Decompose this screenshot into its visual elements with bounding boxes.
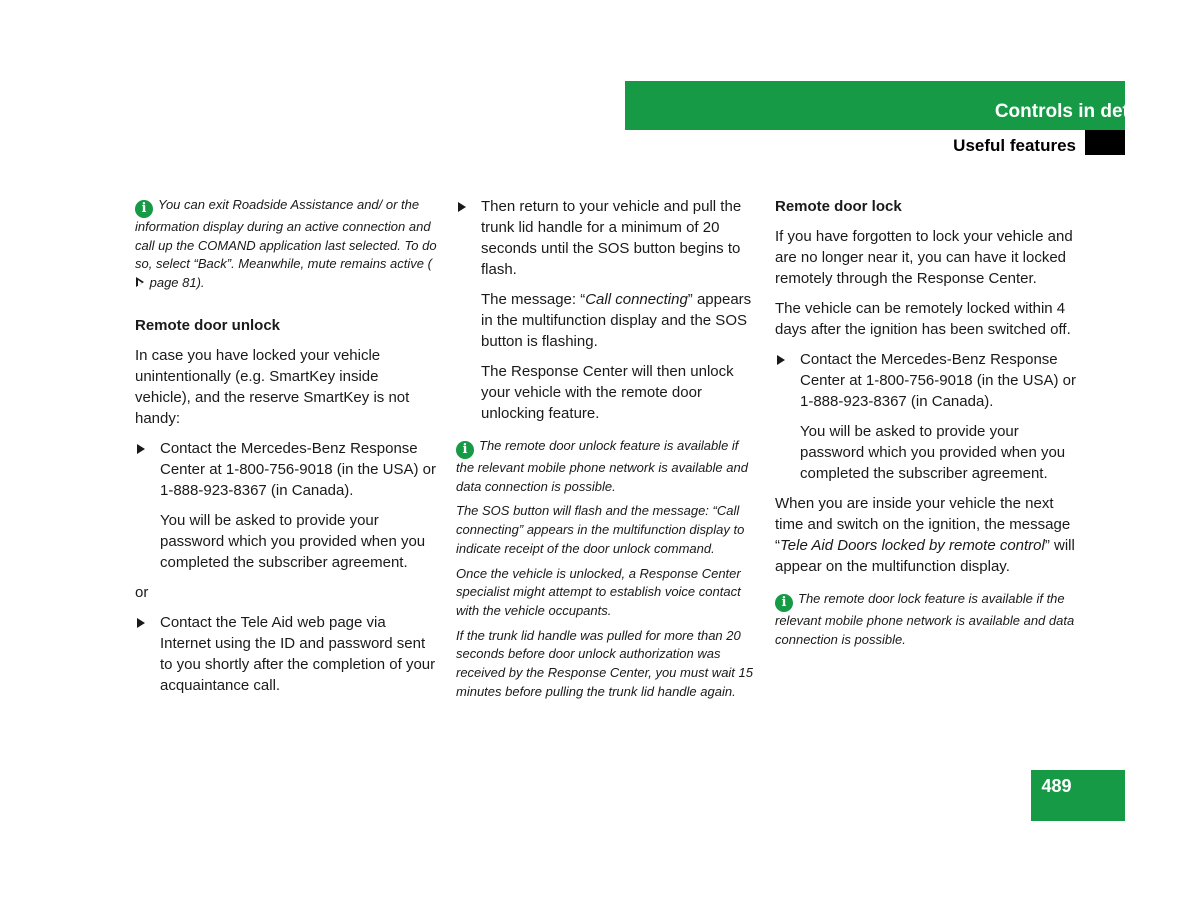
paragraph: When you are inside your vehicle the next time and switch on the ignition, the message “Tele Aid Doors locked by remote control” will appear on the multifunction display. [775,495,1075,575]
remote-door-lock-heading: Remote door lock [775,198,902,215]
bullet-item: Contact the Mercedes-Benz Response Center at 1-800-756-9018 (in the USA) or 1-888-923-8367 (in Canada). [135,438,437,501]
bullet-item: Then return to your vehicle and pull the trunk lid handle for a minimum of 20 seconds until the SOS button begins to flash. [456,196,758,280]
column-right [775,196,1077,655]
paragraph: You will be asked to provide your password which you provided when you completed the subscriber agreement. [800,423,1066,482]
info-icon: i [456,441,474,459]
page-number: 489 [1041,776,1072,796]
info-icon: i [775,594,793,612]
paragraph: The Response Center will then unlock your vehicle with the remote door unlocking feature. [481,363,734,422]
note-text: Once the vehicle is unlocked, a Response Center specialist might attempt to establish voice contact with the vehicle occupants. [456,565,741,618]
paragraph: The message: “Call connecting” appears in the multifunction display and the SOS button is flashing. [481,291,752,350]
arrow-right-icon [137,444,145,454]
bullet-item: Contact the Mercedes-Benz Response Center at 1-800-756-9018 (in the USA) or 1-888-923-8367 (in Canada). [775,349,1077,412]
remote-door-unlock-heading: Remote door unlock [135,316,281,334]
column-middle [456,196,758,707]
info-note-text: i The remote door unlock feature is available if the relevant mobile phone network is available and data connection is possible. [456,438,748,494]
note-text: If the trunk lid handle was pulled for more than 20 seconds before door unlock authorization was received by the Response Center, you must wait 15 minutes before pulling the trunk lid handle again. [456,627,753,699]
column-left [135,196,437,705]
or-text: or [135,583,149,601]
arrow-right-icon [137,618,145,628]
arrow-right-icon [458,202,466,212]
page-reference-icon [136,277,145,288]
arrow-right-icon [777,355,785,365]
paragraph: The vehicle can be remotely locked within 4 days after the ignition has been switched off. [775,300,1071,338]
info-note-text: i You can exit Roadside Assistance and/ or the information display during an active connection and call up the COMAND application last selected. To do so, select “Back”. Meanwhile, mute remains active ( page 81). [135,197,437,291]
info-note-text: i The remote door lock feature is available if the relevant mobile phone network is available and data connection is possible. [775,591,1075,647]
paragraph: If you have forgotten to lock your vehicle and are no longer near it, you can have it locked remotely through the Response Center. [775,228,1073,287]
section-title: Controls in detail [994,101,1150,122]
info-note [135,196,437,293]
paragraph: In case you have locked your vehicle unintentionally (e.g. SmartKey inside vehicle), and the reserve SmartKey is not handy: [135,346,410,427]
paragraph: You will be asked to provide your password which you provided when you completed the subscriber agreement. [160,511,426,571]
note-text: The SOS button will flash and the message: “Call connecting” appears in the multifunction display to indicate receipt of the door unlock command. [456,503,745,556]
section-subtitle: Useful features [953,136,1076,155]
info-icon: i [135,200,153,218]
header-marker [1085,130,1125,155]
bullet-item: Contact the Tele Aid web page via Internet using the ID and password sent to you shortly after the completion of your acquaintance call. [135,612,437,696]
